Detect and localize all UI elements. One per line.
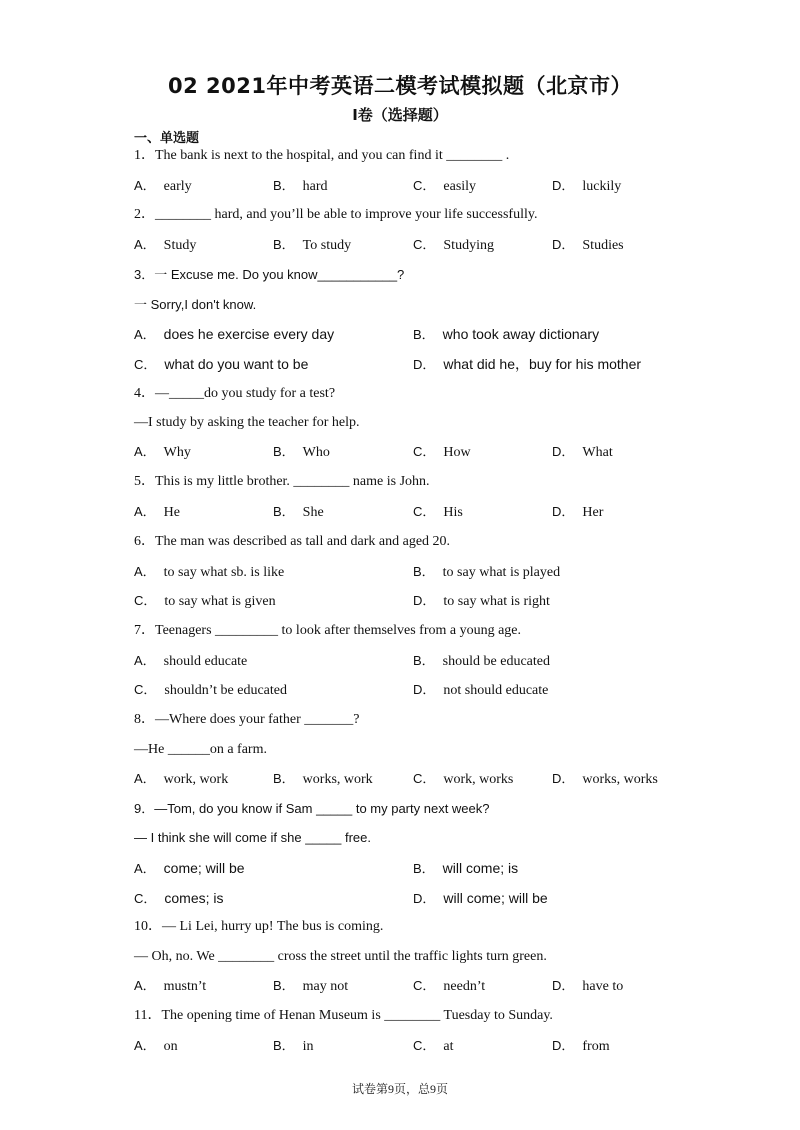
q11-option-b: B． in [273, 1038, 314, 1054]
question-9-reply: — I think she will come if she _____ free. [134, 830, 372, 845]
q7-option-a: A． should educate [134, 653, 248, 669]
q5-option-b: B． She [273, 504, 324, 520]
q9-option-b: B． will come; is [413, 860, 519, 876]
q9-option-a: A． come; will be [134, 860, 245, 876]
q10-option-d: D． have to [552, 978, 624, 994]
q10-option-c: C． needn’t [413, 978, 486, 994]
q4-option-b: B． Who [273, 444, 330, 460]
q3-option-c: C． what do you want to be [134, 356, 309, 372]
q9-option-c: C． comes; is [134, 890, 224, 906]
page-footer: 试卷第9页，总9页 [351, 1082, 448, 1096]
question-8-stem: 8．—Where does your father _______? [134, 712, 360, 727]
q3-option-b: B． who took away dictionary [413, 326, 600, 342]
q7-option-d: D． not should educate [413, 682, 549, 698]
q8-option-a: A． work, work [134, 771, 229, 787]
question-5-stem: 5．This is my little brother. ________ name is John. [134, 474, 430, 489]
q6-option-d: D． to say what is right [413, 593, 550, 609]
question-6-stem: 6．The man was described as tall and dark and aged 20. [134, 534, 451, 549]
q11-option-d: D． from [552, 1038, 610, 1054]
q2-option-a: A． Study [134, 237, 197, 253]
q11-option-c: C． at [413, 1038, 454, 1054]
q10-option-a: A． mustn’t [134, 978, 207, 994]
question-10-stem: 10．— Li Lei, hurry up! The bus is coming. [134, 919, 384, 934]
section-heading: 一、单选题 [134, 131, 200, 146]
q1-option-c: C． easily [413, 178, 477, 194]
q1-option-a: A． early [134, 178, 192, 194]
question-11-stem: 11．The opening time of Henan Museum is ________ Tuesday to Sunday. [134, 1008, 553, 1023]
q6-option-c: C． to say what is given [134, 593, 276, 609]
q11-option-a: A． on [134, 1038, 178, 1054]
q8-option-c: C． work, works [413, 771, 514, 787]
question-3-stem: 3．一 Excuse me. Do you know___________? [134, 267, 405, 282]
q5-option-d: D． Her [552, 504, 604, 520]
question-3-reply: 一 Sorry,I don't know. [134, 297, 257, 312]
question-10-reply: — Oh, no. We ________ cross the street until the traffic lights turn green. [134, 949, 547, 964]
q2-option-b: B． To study [273, 237, 352, 253]
q5-option-a: A． He [134, 504, 180, 520]
q3-option-d: D． what did he，buy for his mother [413, 356, 642, 372]
q4-option-a: A． Why [134, 444, 191, 460]
q9-option-d: D． will come; will be [413, 890, 548, 906]
q3-option-a: A． does he exercise every day [134, 326, 335, 342]
question-2-stem: 2．________ hard, and you’ll be able to improve your life successfully. [134, 207, 538, 222]
q7-option-c: C． shouldn’t be educated [134, 682, 287, 698]
q1-option-b: B． hard [273, 178, 328, 194]
question-7-stem: 7．Teenagers _________ to look after themselves from a young age. [134, 623, 522, 638]
q10-option-b: B． may not [273, 978, 349, 994]
question-8-reply: —He ______on a farm. [134, 742, 267, 757]
q6-option-b: B． to say what is played [413, 564, 561, 580]
q6-option-a: A． to say what sb. is like [134, 564, 285, 580]
q2-option-d: D． Studies [552, 237, 624, 253]
q4-option-d: D． What [552, 444, 613, 460]
volume-subtitle: I卷（选择题） [352, 106, 448, 124]
q8-option-b: B． works, work [273, 771, 373, 787]
q5-option-c: C． His [413, 504, 463, 520]
question-1-stem: 1．The bank is next to the hospital, and you can find it ________ . [134, 148, 510, 163]
q1-option-d: D． luckily [552, 178, 622, 194]
page-title: 02 2021年中考英语二模考试模拟题（北京市） [168, 74, 632, 98]
question-9-stem: 9．—Tom, do you know if Sam _____ to my party next week? [134, 801, 490, 816]
q7-option-b: B． should be educated [413, 653, 550, 669]
q4-option-c: C． How [413, 444, 471, 460]
q8-option-d: D． works, works [552, 771, 658, 787]
question-4-stem: 4．—_____do you study for a test? [134, 386, 336, 401]
q2-option-c: C． Studying [413, 237, 494, 253]
question-4-reply: —I study by asking the teacher for help. [134, 415, 360, 430]
